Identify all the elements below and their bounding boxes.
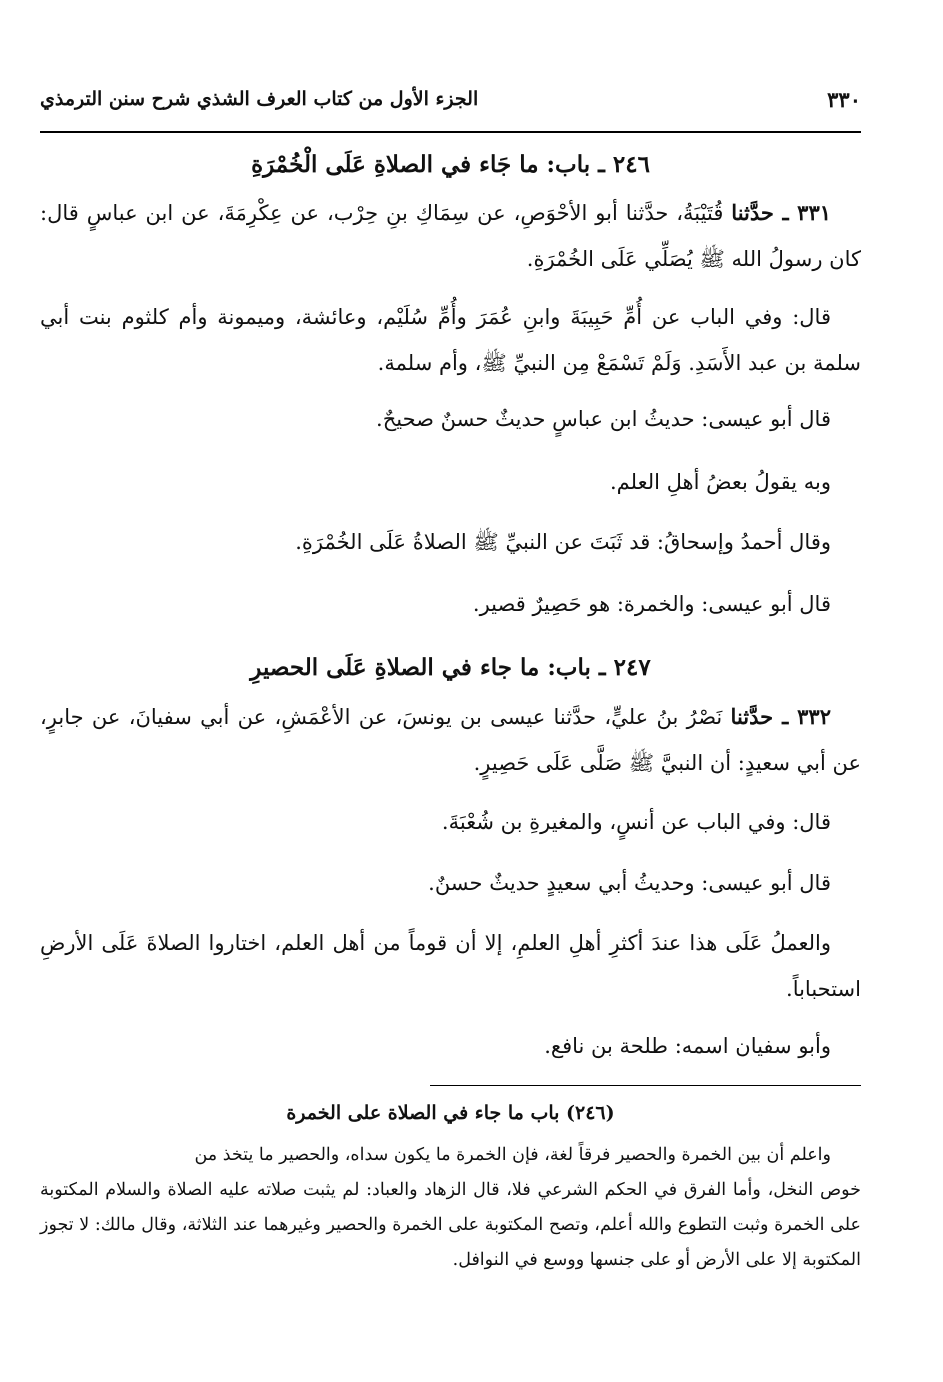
chapter-heading-246: ٢٤٦ ـ باب: ما جَاء في الصلاةِ عَلَى الْخُمْرَةِ xyxy=(251,151,650,178)
bab-note-247: قال: وفي الباب عن أنسٍ، والمغيرةِ بن شُعْبَةَ. xyxy=(441,810,831,834)
running-header xyxy=(40,84,861,114)
hadith-332 xyxy=(40,694,861,786)
practice-247: والعملُ عَلَى هذا عندَ أكثرِ أهلِ العلمِ، إلا أن قوماً من أهل العلم، اختاروا الصلاةَ عَلَى الأرضِ استحباباً. xyxy=(40,931,861,1001)
header-rule xyxy=(40,131,861,133)
grading-246: قال أبو عيسى: حديثُ ابن عباسٍ حديثٌ حسنٌ صحيحٌ. xyxy=(376,407,831,431)
grading-247: قال أبو عيسى: وحديثُ أبي سعيدٍ حديثٌ حسنٌ. xyxy=(428,871,831,895)
hadith-number-332: ٣٣٢ ـ حدَّثنا xyxy=(730,704,831,729)
footnote-rest: خوص النخل، وأما الفرق في الحكم الشرعي فلا، قال الزهاد والعباد: لم يثبت صلاته عليه الصلاة والسلام المكتوبة على الخمرة وثبت التطوع والله أعلم، وتصح المكتوبة على الخمرة والحصير وغيرهما عند الثلاثة، وقال مالك: لا تجوز المكتوبة إلا على الأرض أو على جنسها ووسع في النوافل. xyxy=(40,1180,861,1270)
running-title: الجزء الأول من كتاب العرف الشذي شرح سنن الترمذي xyxy=(40,88,479,110)
chapter-heading-247: ٢٤٧ ـ باب: ما جاء في الصلاةِ عَلَى الحصيرِ xyxy=(250,654,651,681)
hadith-331 xyxy=(40,190,861,282)
hadith-number-331: ٣٣١ ـ حدَّثنا xyxy=(731,200,832,225)
footnote-line-1: واعلم أن بين الخمرة والحصير فرقاً لغة، فإن الخمرة ما يكون سداه، والحصير ما يتخذ من xyxy=(194,1145,831,1165)
bab-note-246: قال: وفي الباب عن أُمِّ حَبِيبَةَ وابنِ عُمَرَ وأُمِّ سُلَيْم، وعائشة، وميمونة وأم كلثوم بنت أبي سلمة بن عبد الأَسَدِ. وَلَمْ تَسْمَعْ مِن النبيِّ ﷺ، وأم سلمة. xyxy=(40,305,861,375)
opinion-1-246: وبه يقولُ بعضُ أهلِ العلم. xyxy=(609,470,831,494)
hadith-text-332: نَصْرُ بنُ عليٍّ، حدَّثنا عيسى بن يونسَ، عن الأعْمَشِ، عن أبي سفيانَ، عن جابرٍ، عن أبي سعيدٍ: أن النبيَّ ﷺ صَلَّى عَلَى حَصِيرٍ. xyxy=(40,705,861,775)
footnote-rule xyxy=(430,1085,861,1086)
definition-246: قال أبو عيسى: والخمرة: هو حَصِيرٌ قصير. xyxy=(472,592,831,616)
hadith-text-331: قُتَيْبَةُ، حدَّثنا أبو الأحْوَصِ، عن سِمَاكِ بنِ حِرْب، عن عِكْرِمَةَ، عن ابن عباسٍ قال: كان رسولُ الله ﷺ يُصَلِّي عَلَى الخُمْرَةِ. xyxy=(40,201,861,271)
footnote-body xyxy=(40,1138,861,1278)
footnote-heading: (٢٤٦) باب ما جاء في الصلاة على الخمرة xyxy=(286,1102,615,1124)
narrator-note-247: وأبو سفيان اسمه: طلحة بن نافع. xyxy=(544,1034,831,1058)
page-number: ٣٣٠ xyxy=(827,86,861,112)
opinion-2-246: وقال أحمدُ وإسحاقُ: قد ثَبَتَ عن النبيِّ ﷺ الصلاةُ عَلَى الخُمْرَةِ. xyxy=(295,530,831,554)
